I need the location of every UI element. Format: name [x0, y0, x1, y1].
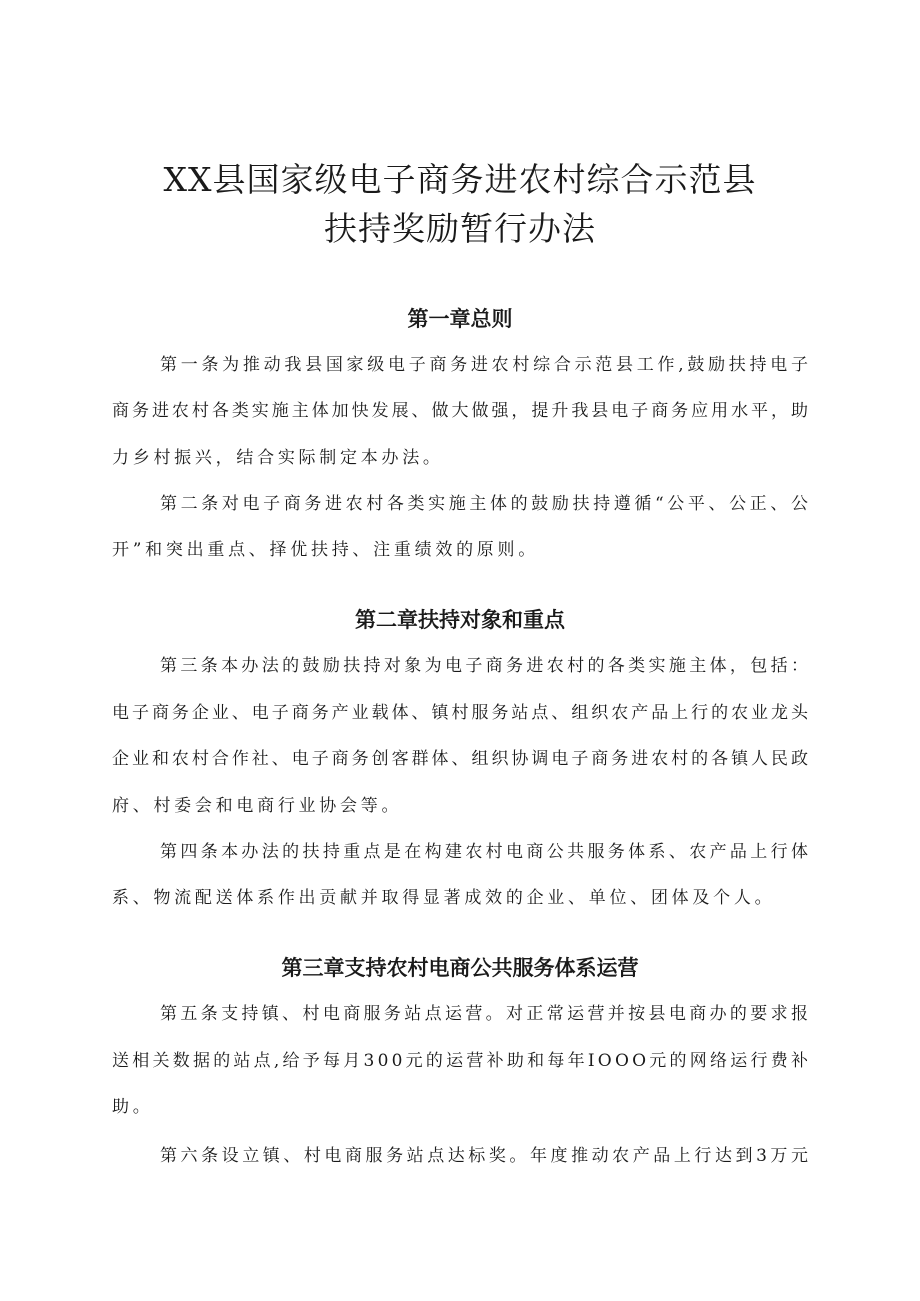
article-3-line-3: 企业和农村合作社、电子商务创客群体、组织协调电子商务进农村的各镇人民政 — [112, 749, 811, 769]
article-3-line-1: 第三条本办法的鼓励扶持对象为电子商务进农村的各类实施主体，包括： — [160, 656, 812, 676]
document-title-line-2: 扶持奖励暂行办法 — [324, 209, 596, 248]
article-6-line-1: 第六条设立镇、村电商服务站点达标奖。年度推动农产品上行达到3万元 — [160, 1146, 812, 1166]
chapter-heading-3: 第三章支持农村电商公共服务体系运营 — [281, 956, 639, 980]
article-2-line-1: 第二条对电子商务进农村各类实施主体的鼓励扶持遵循“公平、公正、公 — [160, 494, 812, 514]
chapter-heading-2: 第二章扶持对象和重点 — [355, 608, 565, 632]
article-5-line-2: 送相关数据的站点,给予每月300元的运营补助和每年IOOO元的网络运行费补 — [112, 1051, 812, 1071]
article-5-line-1: 第五条支持镇、村电商服务站点运营。对正常运营并按县电商办的要求报 — [160, 1004, 812, 1024]
document-title-line-1: XX县国家级电子商务进农村综合示范县 — [163, 160, 757, 199]
article-5-line-3: 助。 — [112, 1097, 154, 1117]
article-1-line-3: 力乡村振兴，结合实际制定本办法。 — [112, 448, 444, 468]
article-1-line-1: 第一条为推动我县国家级电子商务进农村综合示范县工作,鼓励扶持电子 — [160, 355, 812, 375]
chapter-heading-1: 第一章总则 — [407, 307, 513, 331]
article-2-line-2: 开”和突出重点、择优扶持、注重绩效的原则。 — [112, 540, 539, 560]
article-3-line-2: 电子商务企业、电子商务产业载体、镇村服务站点、组织农产品上行的农业龙头 — [112, 703, 811, 723]
article-1-line-2: 商务进农村各类实施主体加快发展、做大做强，提升我县电子商务应用水平，助 — [112, 401, 811, 421]
article-4-line-1: 第四条本办法的扶持重点是在构建农村电商公共服务体系、农产品上行体 — [160, 842, 812, 862]
article-4-line-2: 系、物流配送体系作出贡献并取得显著成效的企业、单位、团体及个人。 — [112, 888, 776, 908]
article-3-line-4: 府、村委会和电商行业协会等。 — [112, 796, 403, 816]
